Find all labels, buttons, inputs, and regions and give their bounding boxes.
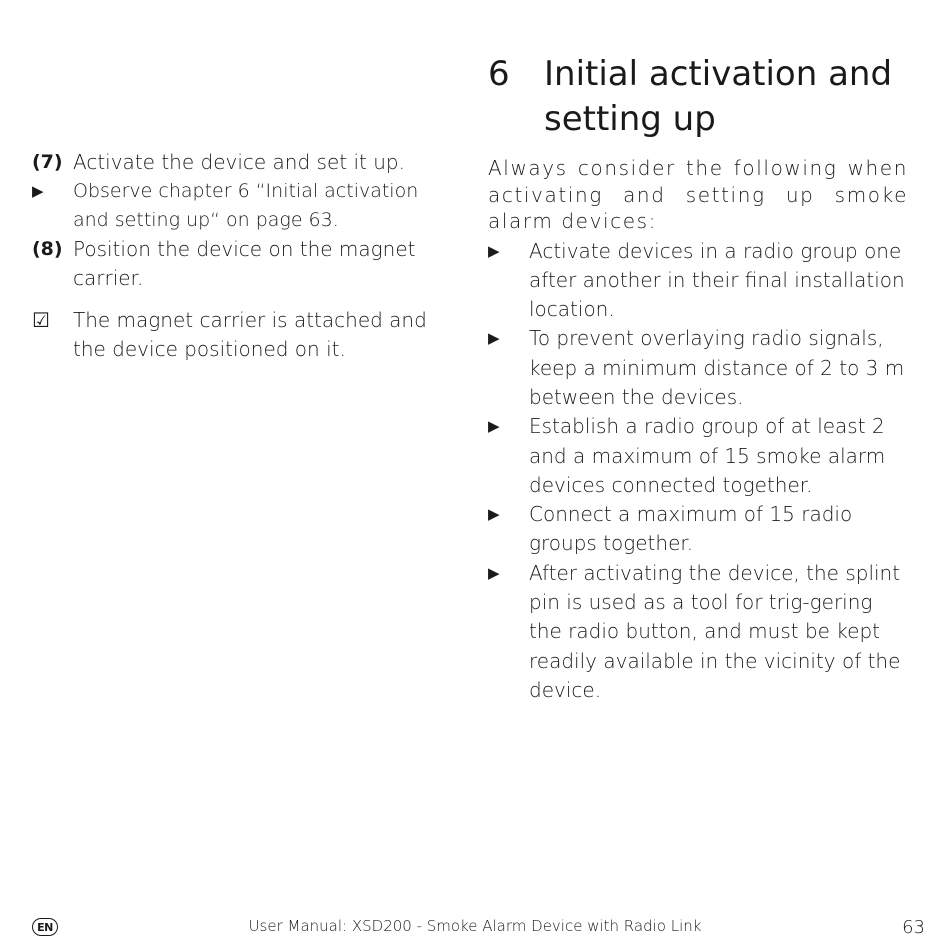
arrow-icon: ▶ bbox=[488, 505, 500, 524]
list-item-text: To prevent overlaying radio signals, keep a minimum distance of 2 to 3 m between the devices. bbox=[529, 326, 905, 409]
chapter-heading bbox=[488, 52, 908, 142]
page-number: 63 bbox=[902, 917, 925, 938]
list-item bbox=[488, 500, 908, 559]
result-text: The magnet carrier is attached and the device positioned on it. bbox=[73, 308, 427, 361]
arrow-icon: ▶ bbox=[488, 417, 500, 436]
result-item bbox=[32, 306, 452, 364]
chapter-title: Initial activation and setting up bbox=[544, 54, 893, 139]
step-8 bbox=[32, 235, 452, 293]
bullet-list bbox=[488, 237, 908, 706]
arrow-icon: ▶ bbox=[488, 241, 500, 260]
left-column bbox=[32, 148, 452, 364]
step-text: Activate the device and set it up. bbox=[73, 150, 405, 174]
list-item-text: Activate devices in a radio group one after another in their final installation location. bbox=[529, 238, 905, 322]
note-text: Observe chapter 6 “Initial activation and setting up“ on page 63. bbox=[73, 180, 419, 231]
list-item bbox=[488, 559, 908, 705]
step-text: Position the device on the magnet carrier. bbox=[73, 237, 416, 290]
arrow-icon: ▶ bbox=[488, 563, 500, 582]
chapter-number: 6 bbox=[488, 54, 510, 94]
arrow-icon: ▶ bbox=[488, 329, 500, 348]
note-item bbox=[32, 177, 452, 235]
list-item bbox=[488, 237, 908, 325]
intro-paragraph: Always consider the following when activating and setting up smoke alarm devices: bbox=[488, 156, 908, 233]
list-item-text: After activating the device, the splint pin is used as a tool for trig-gering the radio button, and must be kept readily available in the vicinity of the device. bbox=[529, 560, 901, 702]
footer-title: User Manual: XSD200 - Smoke Alarm Device with Radio Link bbox=[248, 917, 702, 935]
step-7 bbox=[32, 148, 452, 177]
step-number: (8) bbox=[32, 238, 63, 260]
step-number: (7) bbox=[32, 151, 63, 173]
list-item bbox=[488, 412, 908, 500]
checkbox-icon: ☑ bbox=[32, 308, 50, 332]
list-item-text: Connect a maximum of 15 radio groups together. bbox=[529, 502, 853, 556]
right-column bbox=[488, 52, 908, 705]
language-badge: EN bbox=[32, 918, 58, 936]
list-item-text: Establish a radio group of at least 2 and a maximum of 15 smoke alarm devices connected together. bbox=[529, 414, 886, 497]
list-item bbox=[488, 324, 908, 412]
arrow-icon: ▶ bbox=[32, 182, 44, 200]
